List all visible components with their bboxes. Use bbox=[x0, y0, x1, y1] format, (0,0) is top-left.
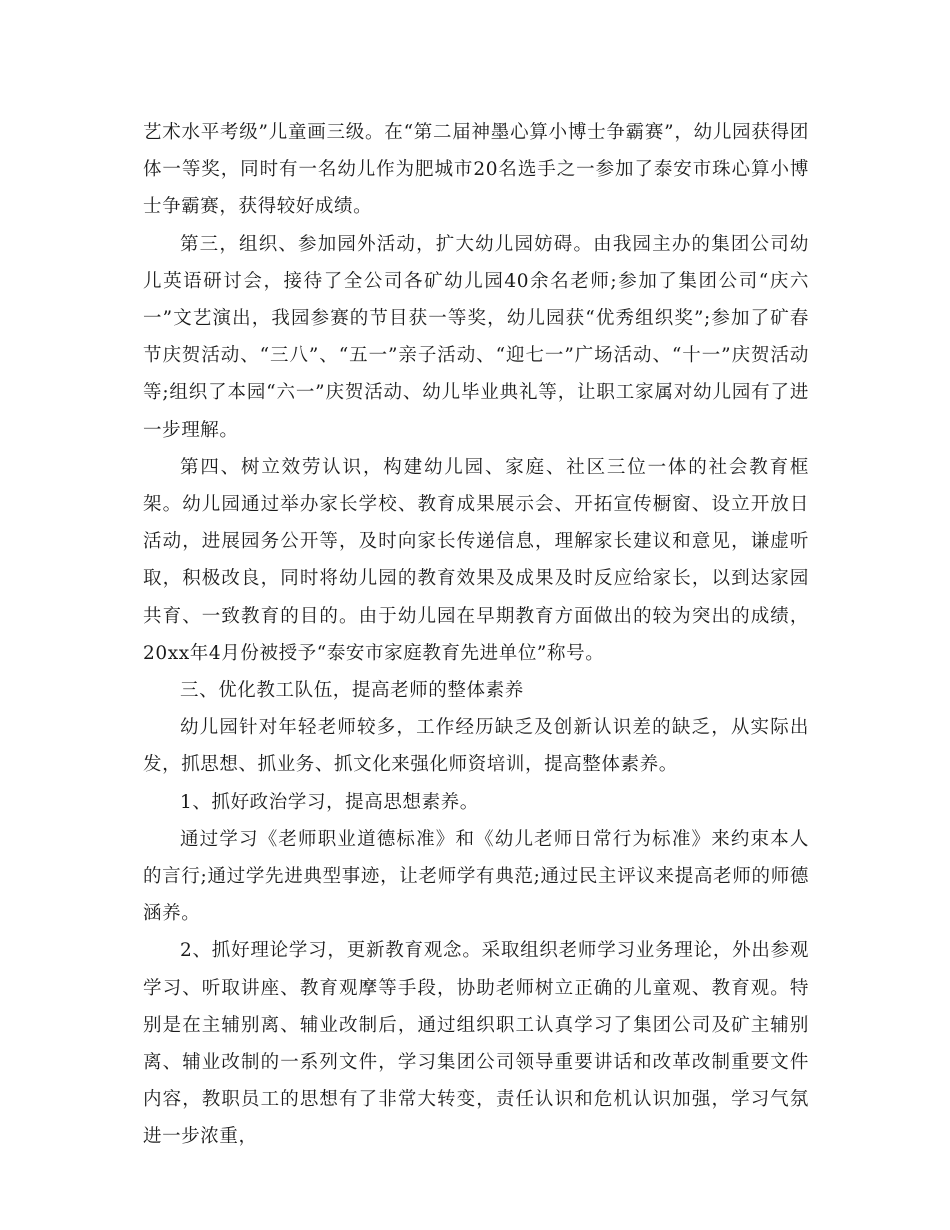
paragraph-theory-study: 2、抓好理论学习，更新教育观念。采取组织老师学习业务理论，外出参观学习、听取讲座、教育观摩等手段，协助老师树立正确的儿童观、教育观。特别是在主辅别离、辅业改制后，通过组织职工认真学习了集团公司及矿主辅别离、辅业改制的一系列文件，学习集团公司领导重要讲话和改革改制重要文件内容，教职员工的思想有了非常大转变，责任认识和危机认识加强，学习气氛进一步浓重， bbox=[143, 940, 809, 1148]
document-body bbox=[143, 114, 809, 1156]
paragraph-continuation: 艺术水平考级”儿童画三级。在“第二届神墨心算小博士争霸赛”，幼儿园获得团体一等奖，同时有一名幼儿作为肥城市20名选手之一参加了泰安市珠心算小博士争霸赛，获得较好成绩。 bbox=[143, 122, 809, 218]
paragraph-third-point: 第三，组织、参加园外活动，扩大幼儿园妨碍。由我园主办的集团公司幼儿英语研讨会，接待了全公司各矿幼儿园40余名老师;参加了集团公司“庆六一”文艺演出，我园参赛的节目获一等奖，幼儿园获“优秀组织奖”;参加了矿春节庆贺活动、“三八”、“五一”亲子活动、“迎七一”广场活动、“十一”庆贺活动等;组织了本园“六一”庆贺活动、幼儿毕业典礼等，让职工家属对幼儿园有了进一步理解。 bbox=[143, 233, 809, 441]
paragraph-teacher-training: 幼儿园针对年轻老师较多，工作经历缺乏及创新认识差的缺乏，从实际出发，抓思想、抓业务、抓文化来强化师资培训，提高整体素养。 bbox=[143, 717, 809, 776]
paragraph-fourth-point: 第四、树立效劳认识，构建幼儿园、家庭、社区三位一体的社会教育框架。幼儿园通过举办家长学校、教育成果展示会、开拓宣传橱窗、设立开放日活动，进展园务公开等，及时向家长传递信息，理解家长建议和意见，谦虚听取，积极改良，同时将幼儿园的教育效果及成果及时反应给家长，以到达家园共育、一致教育的目的。由于幼儿园在早期教育方面做出的较为突出的成绩，20xx年4月份被授予“泰安市家庭教育先进单位”称号。 bbox=[143, 456, 809, 664]
paragraph-political-study: 通过学习《老师职业道德标准》和《幼儿老师日常行为标准》来约束本人的言行;通过学先进典型事迹，让老师学有典范;通过民主评议来提高老师的师德涵养。 bbox=[143, 828, 809, 925]
subheading-political-study: 1、抓好政治学习，提高思想素养。 bbox=[180, 791, 479, 813]
section-heading-three: 三、优化教工队伍，提高老师的整体素养 bbox=[180, 680, 524, 702]
